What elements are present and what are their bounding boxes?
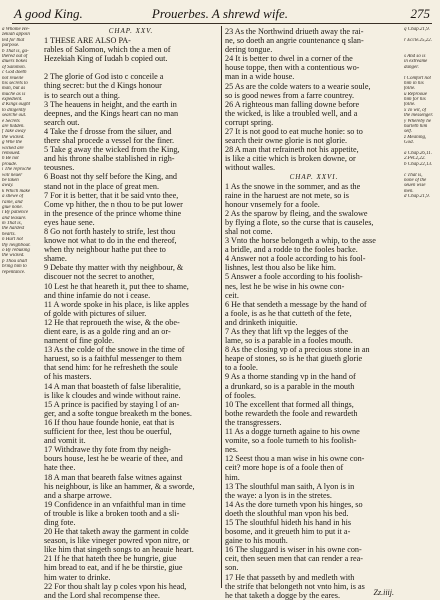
verse-line: when thy neighbour hathe put thee to	[44, 245, 166, 255]
verse-line: so is good newes from a farre countrey.	[225, 90, 355, 100]
margin-note-line: his secrets to	[2, 80, 28, 86]
verse-line: season, is like vineger powred vpon nitre, or	[44, 536, 190, 546]
margin-note-line: the hardest	[2, 226, 25, 232]
verse-line: 1 THESE ARE ALSO PA-	[44, 36, 131, 45]
margin-note-line: z Meaning,	[404, 134, 427, 140]
verse-line: and drinketh iniquitie.	[225, 317, 298, 327]
verse-line: 6 Boast not thy self before the King, and	[44, 172, 178, 182]
verse-line: 8 As the closing vp of a precious stone in an	[225, 345, 370, 355]
margin-note-line: y Whereby he	[404, 118, 432, 124]
chapter-heading-25: CHAP. XXV.	[108, 27, 154, 35]
verse-line: heape of stones, so is he that giueth glorie	[225, 354, 363, 364]
verse-line: rables of Salomon, which the a men of	[44, 45, 171, 55]
margin-note-line: o By rebuking	[2, 248, 30, 254]
margin-note-line: repentance.	[2, 269, 26, 275]
margin-note-line: follie.	[404, 102, 416, 108]
verse-line: 11 A worde spoke in his place, is like apples	[44, 299, 189, 309]
margin-note-line: wicked are	[2, 145, 24, 151]
margin-note-line: 2.Pet.2,22.	[404, 156, 426, 162]
verse-line: son.	[225, 563, 239, 573]
margin-note-line: ted for that	[2, 37, 25, 43]
verse-line: 13 As the colde of the snowe in the time of	[44, 345, 185, 355]
running-header	[0, 6, 440, 24]
verse-line: man in a wide house.	[225, 72, 295, 82]
verse-line: ceit? more hope is of a foole then of	[225, 463, 344, 473]
margin-note-line: h Be not	[2, 156, 19, 162]
header-center: Prouerbes. A shrewd wife.	[151, 6, 289, 21]
verse-line: lishnes, lest thou also be like him.	[225, 263, 336, 273]
verse-line: 20 He that taketh away the garment in colde	[44, 527, 189, 537]
margin-note-line: man, but as	[2, 86, 26, 92]
margin-note-line: in extreame	[404, 59, 428, 65]
margin-note-line: will neuer	[2, 172, 23, 178]
verse-line: of golde with pictures of siluer.	[44, 308, 147, 318]
margin-note-line: d Kings ought	[2, 102, 31, 108]
verse-line: corrupt spring.	[225, 117, 274, 127]
verse-line: sufficient for thee, lest thou be ouerful,	[44, 427, 172, 437]
left-margin-notes	[2, 27, 42, 275]
margin-note-line: d Chap.21,9.	[404, 194, 430, 200]
verse-line: 28 A man that refraineth not his appetite,	[225, 145, 359, 155]
margin-note-line: r Eccle.25,22.	[404, 37, 433, 43]
verse-line: 1 As the snowe in the sommer, and as the	[225, 181, 361, 191]
verse-line: of trouble is like a broken tooth and a sli-	[44, 508, 180, 518]
verse-line: of his masters.	[44, 372, 92, 382]
margin-note-line: of Salomon.	[2, 64, 26, 70]
verse-line: he that taketh a dogge by the eares.	[225, 590, 341, 600]
verse-line: house toppe, then with a contentious wo-	[225, 63, 360, 73]
verse-line: him water to drinke.	[44, 572, 111, 582]
margin-note-line: zekiah appoin	[2, 32, 30, 38]
margin-note-line: the messenger.	[404, 113, 434, 119]
signature-mark: Zz.iiij.	[373, 588, 394, 597]
margin-note-line: k Which make	[2, 188, 31, 194]
verse-line: and his throne shalbe stablished in righ-	[44, 154, 175, 164]
verse-line: deepnes, and the Kings heart can no man	[44, 108, 179, 118]
verse-line: 16 The sluggard is wiser in his owne con-	[225, 545, 362, 555]
verse-line: honour vnsemely for a foole.	[225, 199, 320, 209]
margin-note-line: the wicked.	[2, 134, 25, 140]
verse-line: 3 The heauens in height, and the earth in	[44, 99, 177, 109]
verse-line: 11 As a dogge turneth againe to his owne	[225, 427, 360, 437]
margin-note-line: to diligently	[2, 107, 27, 113]
verse-line: the strife that belongeth not vnto him, is as	[225, 581, 365, 591]
verse-line: Come vp hither, the n thou to be put lower	[44, 199, 183, 209]
verse-line: ne, so doeth an angrie countenance q slan-	[225, 36, 364, 46]
chapter-heading-26: CHAP. XXVI.	[289, 172, 339, 181]
verse-line: thing secret: but the d Kings honour	[44, 81, 162, 91]
page-number: 275	[410, 6, 430, 21]
verse-line: 15 The slouthful hideth his hand in his	[225, 517, 352, 527]
verse-line: a bridle, and a rodde to the fooles backe.	[225, 245, 358, 255]
verse-line: 8 Go not forth hastely to strife, lest thou	[44, 226, 176, 236]
verse-line: dient eare, is as a golde ring and an or-	[44, 327, 171, 336]
verse-line: shame.	[44, 254, 67, 264]
verse-line: stand not in the place of great men.	[44, 181, 160, 191]
verse-line: the transgressers.	[225, 417, 282, 427]
verse-line: 5 Answer a foole according to his foolish-	[225, 272, 363, 282]
margin-note-line: men.	[404, 188, 414, 194]
left-column	[44, 27, 218, 600]
column-divider	[221, 26, 222, 588]
verse-line: 22 For thou shalt lay p coles vpon his head,	[44, 581, 187, 591]
verse-line: and vomit it.	[44, 436, 86, 446]
verse-line: 9 As a thorne standing vp in the hand of	[225, 372, 356, 382]
margin-note-line: a shewe of	[2, 194, 24, 200]
verse-line: nes.	[225, 445, 238, 455]
verse-line: 3 Vnto the horse belongeth a whip, to the asse	[225, 236, 376, 246]
verse-line: ger, and a softe tongue breaketh m the bones.	[44, 408, 192, 418]
verse-line: 16 If thou haue founde honie, eat that is	[44, 417, 175, 427]
verse-line: 14 A man that boasteth of false liberalitie,	[44, 381, 181, 391]
margin-note-line: e Secrets	[2, 118, 20, 124]
verse-line: ceit, then seuen men that can render a rea-	[225, 554, 363, 564]
margin-note-line: g Whe the	[2, 140, 22, 146]
verse-line: 27 It is not good to eat muche honie: so to	[225, 127, 363, 137]
verse-line: ceit.	[225, 290, 239, 300]
margin-note-line: thered out of	[2, 53, 28, 59]
verse-line: 23 As the Northwind driueth away the rai-	[225, 27, 364, 36]
verse-line: the wicked, is like a troubled well, and a	[225, 108, 358, 118]
verse-line: 7 As they that lift vp the legges of the	[225, 327, 349, 336]
verse-line: 14 As the dore turneth vpon his hinges, so	[225, 499, 363, 509]
verse-line: Hezekiah King of Iudah b copied out.	[44, 54, 168, 64]
verse-line: 10 Lest he that heareth it, put thee to shame,	[44, 281, 189, 291]
margin-note-line: raine, and	[2, 199, 23, 205]
margin-note-line: p Thou shalt	[2, 258, 28, 264]
verse-line: 2 The glorie of God isto c conceile a	[44, 72, 164, 82]
verse-line: 7 For it is better, that it be said vnto thee,	[44, 190, 179, 200]
margin-note-line: are hidden.	[2, 124, 25, 130]
verse-line: like him that singeth songs to an heauie heart.	[44, 545, 194, 555]
margin-note-line: b Chap.22,13.	[404, 161, 433, 167]
verse-line: 6 He that sendeth a message by the hand of	[225, 299, 367, 309]
right-column	[225, 27, 403, 600]
margin-note-line: away.	[2, 183, 14, 189]
verse-line: without walles.	[225, 163, 276, 173]
margin-note-line: thy neighbour.	[2, 242, 31, 248]
verse-line: 24 It is better to dwel in a corner of the	[225, 54, 353, 64]
margin-note-line: t Comfort not	[404, 75, 431, 81]
verse-line: 17 Withdrawe thy fote from thy neigh-	[44, 445, 171, 455]
verse-line: 25 As are the colde waters to a wearie soule,	[225, 81, 371, 91]
verse-line: 15 A prince is pacified by staying l of an-	[44, 399, 180, 409]
verse-line: and thine infamie do not i cease.	[44, 290, 151, 300]
verse-line: him.	[225, 472, 240, 482]
verse-line: to a foole.	[225, 363, 258, 373]
margin-note-line: the wicked.	[2, 253, 25, 259]
margin-note-line: c That is,	[404, 172, 423, 178]
margin-note-line: x To wit, of	[404, 107, 427, 113]
margin-note-line: and leasure.	[2, 215, 27, 221]
verse-line: of fooles.	[225, 390, 256, 400]
margin-note-line: proude.	[2, 161, 18, 167]
verse-line: by flying a flote, so the curse that is causeles,	[225, 217, 374, 227]
margin-note-line: a Whome He-	[2, 27, 30, 32]
verse-line: gaine to his mouth.	[225, 536, 288, 546]
verse-line: doeth the slouthful man vpon his bed.	[225, 508, 349, 518]
margin-note-line: seuen wise	[404, 183, 426, 189]
verse-line: bours house, lest he be wearie of thee, and	[44, 454, 183, 464]
verse-line: and a sharpe arrowe.	[44, 490, 112, 500]
verse-line: vomite, so a foole turneth to his foolish-	[225, 436, 357, 446]
verse-line: there shal procede a vessel for the finer.	[44, 136, 175, 146]
verse-line: lame, so is a parable in a fooles mouth.	[225, 336, 353, 346]
verse-line: 4 Take the f drosse from the siluer, and	[44, 126, 172, 136]
verse-line: 12 Seest thou a man wise in his owne con-	[225, 454, 365, 464]
verse-line: 26 A righteous man falling downe before	[225, 99, 360, 109]
margin-note-line: muche as is	[2, 91, 26, 97]
margin-note-line: diuers bokes	[2, 59, 28, 65]
margin-note-line: not reueile	[2, 75, 24, 81]
verse-line: discouer not the secret to another,	[44, 272, 155, 282]
verse-line: a drunkard, so is a parable in the mouth	[225, 381, 355, 391]
header-left: A good King.	[14, 6, 83, 21]
margin-note-line: him for his	[404, 97, 426, 103]
margin-note-line: him in his	[404, 80, 424, 86]
verse-line: raine in the haruest are not mete, so is	[225, 190, 349, 200]
verse-line: search their owne glorie is not glorie.	[225, 136, 348, 146]
verse-line: 5 Take g away the wicked from the King,	[44, 145, 180, 155]
margin-note-line: c God doeth	[2, 70, 27, 76]
verse-line: dering tongue.	[225, 45, 273, 55]
verse-line: his neighbour, is like an hammer, & a sworde,	[44, 481, 195, 491]
margin-note-line: u Reprooue	[404, 91, 428, 97]
verse-line: him bread to eat, and if he be thirstie, giue	[44, 563, 183, 573]
verse-line: a foole, is as he that cutteth of the fete,	[225, 308, 352, 318]
verse-line: is like k cloudes and winde without raine.	[44, 390, 181, 400]
verse-line: hate thee.	[44, 463, 76, 473]
verse-line: that send him: for he refresheth the soule	[44, 363, 178, 373]
verse-line: 18 A man that beareth false witnes against	[44, 472, 183, 482]
margin-note-line: hurteth him	[404, 124, 428, 130]
verse-line: ding fote.	[44, 517, 76, 527]
margin-note-line: l By patience	[2, 210, 29, 216]
margin-note-line: f Take away	[2, 129, 26, 135]
margin-note-line: searche out.	[2, 113, 27, 119]
verse-line: in the presence of the prince whome thine	[44, 208, 182, 218]
margin-note-line: bring him to	[2, 264, 27, 270]
verse-line: search out.	[44, 117, 80, 127]
verse-line: the waye: a lyon is in the stretes.	[225, 490, 332, 500]
margin-note-line: none of the	[404, 177, 427, 183]
verse-line: 17 He that passeth by and medleth with	[225, 572, 355, 582]
margin-note-line: purpose.	[2, 43, 20, 49]
verse-line: haruest, so is a faithful messenger to them	[44, 354, 182, 364]
verse-line: nes, lest he be wise in his owne con-	[225, 281, 345, 291]
margin-note-line: danger.	[404, 64, 419, 70]
margin-note-line: God.	[404, 140, 414, 146]
verse-line: eyes haue sene.	[44, 217, 95, 227]
verse-line: 10 The excellent that formed all things,	[225, 399, 354, 409]
header-rule	[12, 23, 432, 24]
margin-note-line: hearts.	[2, 231, 16, 237]
verse-line: nament of fine golde.	[44, 336, 115, 346]
verse-line: 4 Answer not a foole according to his fool-	[225, 254, 366, 264]
verse-line: 19 Confidence in an vnfaithful man in time	[44, 499, 186, 509]
margin-note-line: b That is, ga-	[2, 48, 29, 54]
margin-note-line: remoued.	[2, 150, 21, 156]
margin-note-line: be taken	[2, 177, 19, 183]
verse-line	[44, 63, 218, 72]
verse-line: and the Lord shal recompense thee.	[44, 590, 160, 600]
verse-line: is like a citie which is broken downe, or	[225, 154, 356, 164]
verse-line: bosome, and it greueth him to put it a-	[225, 527, 351, 537]
verse-line: bothe rewardeth the foole and rewardeth	[225, 408, 358, 418]
verse-line: knowe not what to do in the end thereof,	[44, 236, 177, 246]
verse-line: 12 He that reproueth the wise, & the obe-	[44, 317, 180, 327]
margin-note-line: n Hurt not	[2, 237, 23, 243]
margin-note-line: m That is,	[2, 221, 22, 227]
margin-note-line: s And so is	[404, 53, 426, 59]
margin-note-line: a Chap.26,11.	[404, 150, 432, 156]
margin-note-line: q Chap.21,9.	[404, 27, 430, 32]
verse-line: 2 As the sparow by fleing, and the swalowe	[225, 208, 368, 218]
verse-line: 21 If he that hateth thee be hungrie, giue	[44, 554, 177, 564]
verse-line: is to search out a thing.	[44, 90, 120, 100]
verse-line: 9 Debate thy matter with thy neighbour, &	[44, 263, 184, 273]
verse-line: 13 The slouthful man saith, A lyon is in	[225, 481, 355, 491]
verse-line: shal not come.	[225, 226, 273, 236]
margin-note-line: follie.	[404, 86, 416, 92]
margin-note-line: giue none.	[2, 204, 23, 210]
right-margin-notes	[404, 27, 440, 200]
verse-line: teousnes.	[44, 163, 75, 173]
margin-note-line: expedient.	[2, 97, 23, 103]
margin-note-line: i The reproche	[2, 167, 32, 173]
margin-note-line: self.	[404, 129, 413, 135]
